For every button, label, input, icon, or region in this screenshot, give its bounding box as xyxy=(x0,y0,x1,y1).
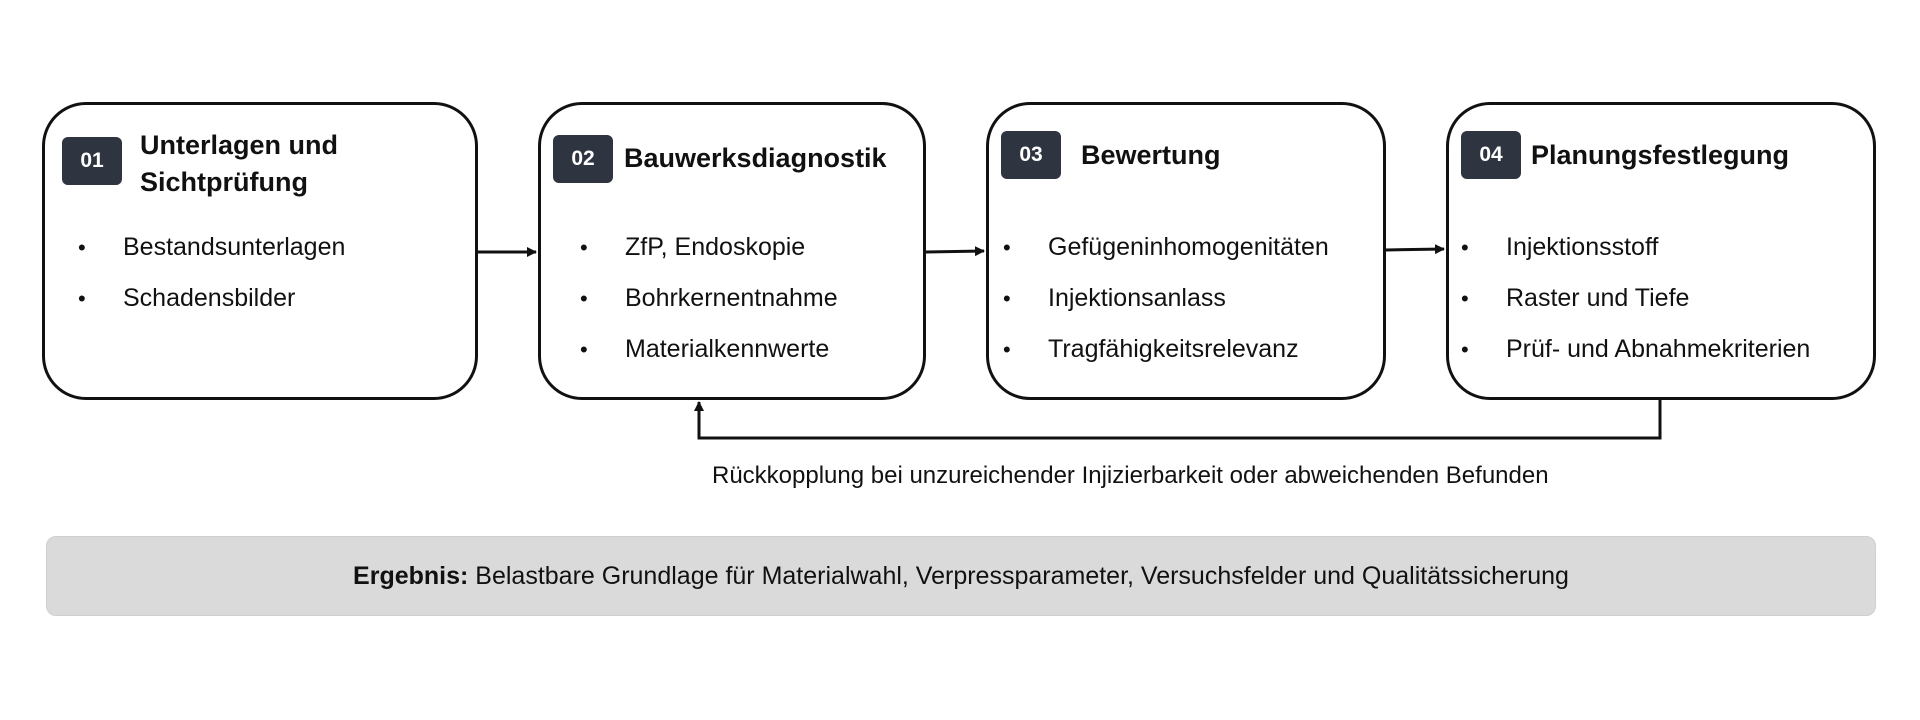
step-bullet-item: • Schadensbilder xyxy=(78,273,345,324)
step-bullet-item: • Gefügeninhomogenitäten xyxy=(1003,222,1329,273)
result-label: Ergebnis: xyxy=(353,562,476,590)
feedback-label: Rückkopplung bei unzureichender Injizierbarkeit oder abweichenden Befunden xyxy=(712,462,1549,489)
step-number-badge: 01 xyxy=(62,137,122,185)
step-bullet-list xyxy=(78,222,345,324)
step-bullet-item: • Tragfähigkeitsrelevanz xyxy=(1003,324,1329,375)
step-box-unterlagen xyxy=(42,102,478,400)
step-title: Bauwerksdiagnostik xyxy=(624,143,887,173)
step-box-planungsfestlegung xyxy=(1446,102,1876,400)
step-title: Unterlagen und Sichtprüfung xyxy=(140,130,339,197)
step-number-badge: 03 xyxy=(1001,131,1061,179)
step-bullet-list xyxy=(580,222,838,375)
step-bullet-item: • Injektionsstoff xyxy=(1461,222,1810,273)
step-bullet-item: • Bestandsunterlagen xyxy=(78,222,345,273)
step-bullet-list xyxy=(1003,222,1329,375)
step-bullet-item: • Prüf- und Abnahmekriterien xyxy=(1461,324,1810,375)
step-box-bewertung xyxy=(986,102,1386,400)
feedback-arrow xyxy=(699,400,1660,438)
result-banner xyxy=(46,536,1876,616)
step-bullet-item: • Materialkennwerte xyxy=(580,324,838,375)
step-number-badge: 04 xyxy=(1461,131,1521,179)
step-bullet-item: • Raster und Tiefe xyxy=(1461,273,1810,324)
arrow-step2-to-step3 xyxy=(926,251,984,252)
step-title: Planungsfestlegung xyxy=(1531,140,1790,170)
step-bullet-item: • Injektionsanlass xyxy=(1003,273,1329,324)
step-number-badge: 02 xyxy=(553,135,613,183)
result-text: Belastbare Grundlage für Materialwahl, Verpressparameter, Versuchsfelder und Qualitätssicherung xyxy=(475,562,1569,590)
step-bullet-item: • ZfP, Endoskopie xyxy=(580,222,838,273)
step-box-bauwerksdiagnostik xyxy=(538,102,926,400)
step-title: Bewertung xyxy=(1081,140,1221,170)
step-bullet-item: • Bohrkernentnahme xyxy=(580,273,838,324)
arrow-step3-to-step4 xyxy=(1386,249,1444,250)
step-bullet-list xyxy=(1461,222,1810,375)
